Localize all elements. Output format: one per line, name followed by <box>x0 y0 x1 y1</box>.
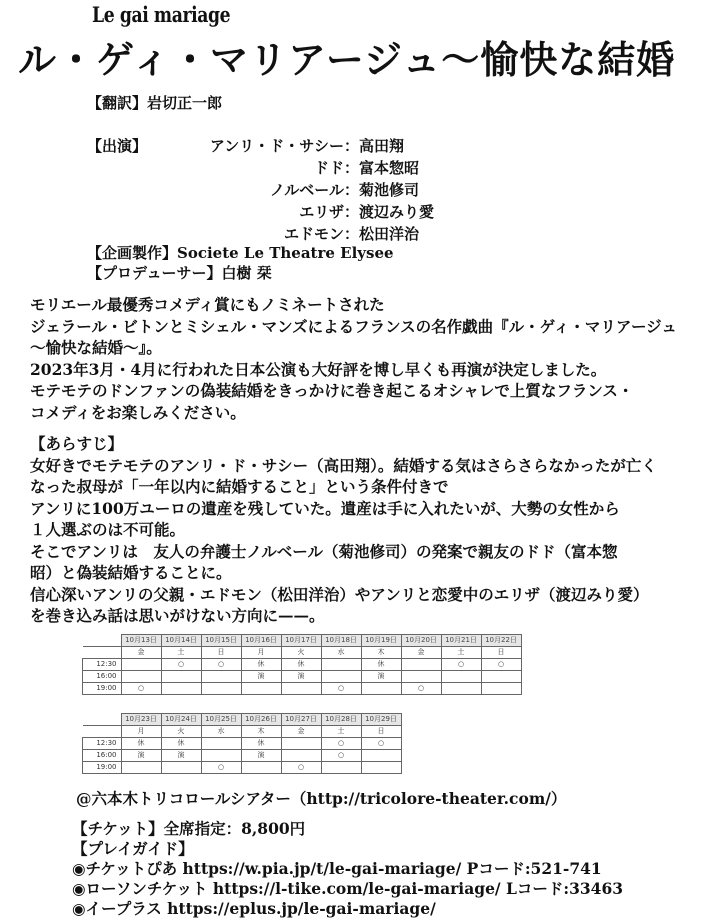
schedule-date: 10月29日 <box>361 714 401 726</box>
schedule-cell <box>241 683 281 695</box>
cast-block <box>87 135 467 247</box>
schedule-cell: ○ <box>321 750 361 762</box>
schedule-cell <box>201 683 241 695</box>
cast-line <box>87 157 447 179</box>
synopsis-line: 昭）と偽装結婚することに。 <box>30 563 232 582</box>
schedule-row <box>83 762 402 774</box>
schedule-cell <box>201 671 241 683</box>
cast-actor: 富本惣昭 <box>359 159 420 177</box>
schedule-date: 10月23日 <box>121 714 161 726</box>
schedule-date: 10月26日 <box>241 714 281 726</box>
schedule-cell: 休 <box>281 659 321 671</box>
schedule-day: 土 <box>321 726 361 738</box>
producer-credit: 【プロデューサー】白樹 栞 <box>87 264 272 282</box>
schedule-cell: 休 <box>161 738 201 750</box>
schedule-date: 10月28日 <box>321 714 361 726</box>
cast-line <box>87 135 447 157</box>
schedule-date: 10月16日 <box>241 635 281 647</box>
schedule-cell <box>281 683 321 695</box>
schedule-corner <box>83 647 122 659</box>
schedule-cell: ○ <box>321 738 361 750</box>
synopsis-block <box>30 433 710 627</box>
schedule-date: 10月19日 <box>361 635 401 647</box>
intro-line: 2023年3月・4月に行われた日本公演も大好評を博し早くも再演が決定しました。 <box>30 359 607 379</box>
cast-role: エリザ： <box>299 203 359 221</box>
schedule-cell: ○ <box>441 659 481 671</box>
cast-header: 【出演】 <box>87 137 148 155</box>
playguide-pia: ◉チケットぴあ https://w.pia.jp/t/le-gai-mariage/ Pコード:521-741 <box>72 859 602 878</box>
schedule-cell <box>321 659 361 671</box>
schedule-cell: 演 <box>241 750 281 762</box>
schedule-day: 火 <box>281 647 321 659</box>
schedule-cell <box>201 750 241 762</box>
cast-line <box>87 179 447 201</box>
synopsis-line: 女好きでモテモテのアンリ・ド・サシー（高田翔）。結婚する気はさらさらなかったが亡く <box>30 455 657 475</box>
schedule-cell <box>201 738 241 750</box>
schedule-table-2 <box>82 713 402 774</box>
synopsis-line: アンリに100万ユーロの遺産を残していた。遺産は手に入れたいが、大勢の女性から <box>30 498 620 518</box>
synopsis-line: なった叔母が「一年以内に結婚すること」という条件付きで <box>30 477 449 496</box>
schedule-cell: ○ <box>201 659 241 671</box>
schedule-day: 金 <box>401 647 441 659</box>
schedule-cell <box>321 762 361 774</box>
schedule-day: 土 <box>161 647 201 659</box>
ticket-price: 【チケット】全席指定：8,800円 <box>72 819 306 838</box>
schedule-date: 10月18日 <box>321 635 361 647</box>
schedule-day: 火 <box>161 726 201 738</box>
schedule-day: 木 <box>241 726 281 738</box>
schedule-cell: ○ <box>121 683 161 695</box>
schedule-date: 10月14日 <box>161 635 201 647</box>
synopsis-line: １人選ぶのは不可能。 <box>30 520 186 539</box>
schedule-cell <box>441 671 481 683</box>
schedule-cell: 休 <box>241 738 281 750</box>
schedule-cell <box>401 671 441 683</box>
cast-role: アンリ・ド・サシー： <box>209 137 359 155</box>
schedule-time: 12:30 <box>83 659 122 671</box>
schedule-date: 10月25日 <box>201 714 241 726</box>
schedule-cell <box>361 750 401 762</box>
schedule-row <box>83 659 522 671</box>
page-title: ル・ゲィ・マリアージュ〜愉快な結婚 <box>18 38 676 82</box>
intro-line: ジェラール・ビトンとミシェル・マンズによるフランスの名作戯曲『ル・ゲィ・マリアージュ <box>30 316 677 336</box>
synopsis-header: 【あらすじ】 <box>30 434 124 453</box>
schedule-cell: ○ <box>401 683 441 695</box>
schedule-row <box>83 738 402 750</box>
cast-actor: 松田洋治 <box>359 225 420 243</box>
schedule-date-row <box>83 714 402 726</box>
schedule-day: 土 <box>441 647 481 659</box>
schedule-cell: 休 <box>361 659 401 671</box>
schedule-table-1 <box>82 634 522 695</box>
schedule-time: 16:00 <box>83 671 122 683</box>
schedule-day: 日 <box>201 647 241 659</box>
schedule-cell <box>241 762 281 774</box>
schedule-cell: 休 <box>121 738 161 750</box>
schedule-day: 水 <box>201 726 241 738</box>
schedule-cell <box>161 762 201 774</box>
schedule-day: 木 <box>361 647 401 659</box>
schedule-cell <box>281 738 321 750</box>
schedule-cell: ○ <box>321 683 361 695</box>
schedule-cell <box>121 762 161 774</box>
schedule-corner <box>83 635 122 647</box>
playguide-header: 【プレイガイド】 <box>72 839 194 858</box>
schedule-cell <box>361 762 401 774</box>
schedule-day: 日 <box>481 647 521 659</box>
cast-line <box>87 201 447 223</box>
schedule-cell: 演 <box>161 750 201 762</box>
schedule-day: 月 <box>241 647 281 659</box>
synopsis-line: を巻き込み話は思いがけない方向に——。 <box>30 606 325 625</box>
schedule-day: 月 <box>121 726 161 738</box>
schedule-cell <box>121 659 161 671</box>
schedule-time: 16:00 <box>83 750 122 762</box>
schedule-cell <box>121 671 161 683</box>
schedule-time: 19:00 <box>83 762 122 774</box>
schedule-date: 10月17日 <box>281 635 321 647</box>
schedule-corner <box>83 726 122 738</box>
schedule-row <box>83 750 402 762</box>
schedule-day-row <box>83 647 522 659</box>
schedule-corner <box>83 714 122 726</box>
schedule-cell: 演 <box>241 671 281 683</box>
schedule-cell: ○ <box>201 762 241 774</box>
venue: @六本木トリコロールシアター（http://tricolore-theater.com/） <box>76 789 567 808</box>
intro-paragraph <box>30 294 710 423</box>
schedule-cell <box>401 659 441 671</box>
playguide-eplus: ◉イープラス https://eplus.jp/le-gai-mariage/ <box>72 899 436 918</box>
schedule-date: 10月21日 <box>441 635 481 647</box>
playguide-lawson: ◉ローソンチケット https://l-tike.com/le-gai-mariage/ Lコード:33463 <box>72 879 624 898</box>
intro-line: 〜愉快な結婚〜』。 <box>30 338 162 357</box>
production-credit: 【企画製作】Societe Le Theatre Elysee <box>87 244 394 262</box>
cast-role: ノルベール： <box>269 181 359 199</box>
schedule-cell: ○ <box>161 659 201 671</box>
cast-actor: 渡辺みり愛 <box>359 203 435 221</box>
schedule-date-row <box>83 635 522 647</box>
intro-line: モテモテのドンファンの偽装結婚をきっかけに巻き起こるオシャレで上質なフランス・ <box>30 381 634 400</box>
schedule-cell <box>481 683 521 695</box>
schedule-cell <box>441 683 481 695</box>
schedule-time: 19:00 <box>83 683 122 695</box>
schedule-row <box>83 683 522 695</box>
schedule-date: 10月24日 <box>161 714 201 726</box>
translation-credit: 【翻訳】岩切正一郎 <box>87 94 223 112</box>
schedule-cell <box>481 671 521 683</box>
schedule-date: 10月15日 <box>201 635 241 647</box>
schedule-day-row <box>83 726 402 738</box>
schedule-date: 10月20日 <box>401 635 441 647</box>
schedule-cell: ○ <box>481 659 521 671</box>
cast-role: エドモン： <box>283 225 359 243</box>
schedule-cell <box>361 683 401 695</box>
schedule-day: 金 <box>281 726 321 738</box>
schedule-time: 12:30 <box>83 738 122 750</box>
schedule-cell: 演 <box>361 671 401 683</box>
schedule-date: 10月13日 <box>121 635 161 647</box>
schedule-day: 日 <box>361 726 401 738</box>
intro-line: コメディをお楽しみください。 <box>30 402 246 422</box>
schedule-date: 10月22日 <box>481 635 521 647</box>
schedule-row <box>83 671 522 683</box>
schedule-cell: 休 <box>241 659 281 671</box>
schedule-cell <box>321 671 361 683</box>
synopsis-line: 信心深いアンリの父親・エドモン（松田洋治）やアンリと恋愛中のエリザ（渡辺みり愛） <box>30 584 649 604</box>
schedule-cell: 演 <box>281 671 321 683</box>
schedule-cell: ○ <box>281 762 321 774</box>
schedule-cell <box>161 671 201 683</box>
cast-actor: 高田翔 <box>359 137 405 155</box>
schedule-day: 金 <box>121 647 161 659</box>
schedule-cell <box>281 750 321 762</box>
intro-line: モリエール最優秀コメディ賞にもノミネートされた <box>30 295 385 314</box>
schedule-date: 10月27日 <box>281 714 321 726</box>
subtitle: Le gai mariage <box>92 2 231 27</box>
schedule-cell: 演 <box>121 750 161 762</box>
cast-role: ドド： <box>313 159 359 177</box>
schedule-cell <box>161 683 201 695</box>
synopsis-line: そこでアンリは 友人の弁護士ノルベール（菊池修司）の発案で親友のドド（富本惣 <box>30 541 618 561</box>
schedule-cell: ○ <box>361 738 401 750</box>
cast-actor: 菊池修司 <box>359 181 420 199</box>
schedule-day: 水 <box>321 647 361 659</box>
